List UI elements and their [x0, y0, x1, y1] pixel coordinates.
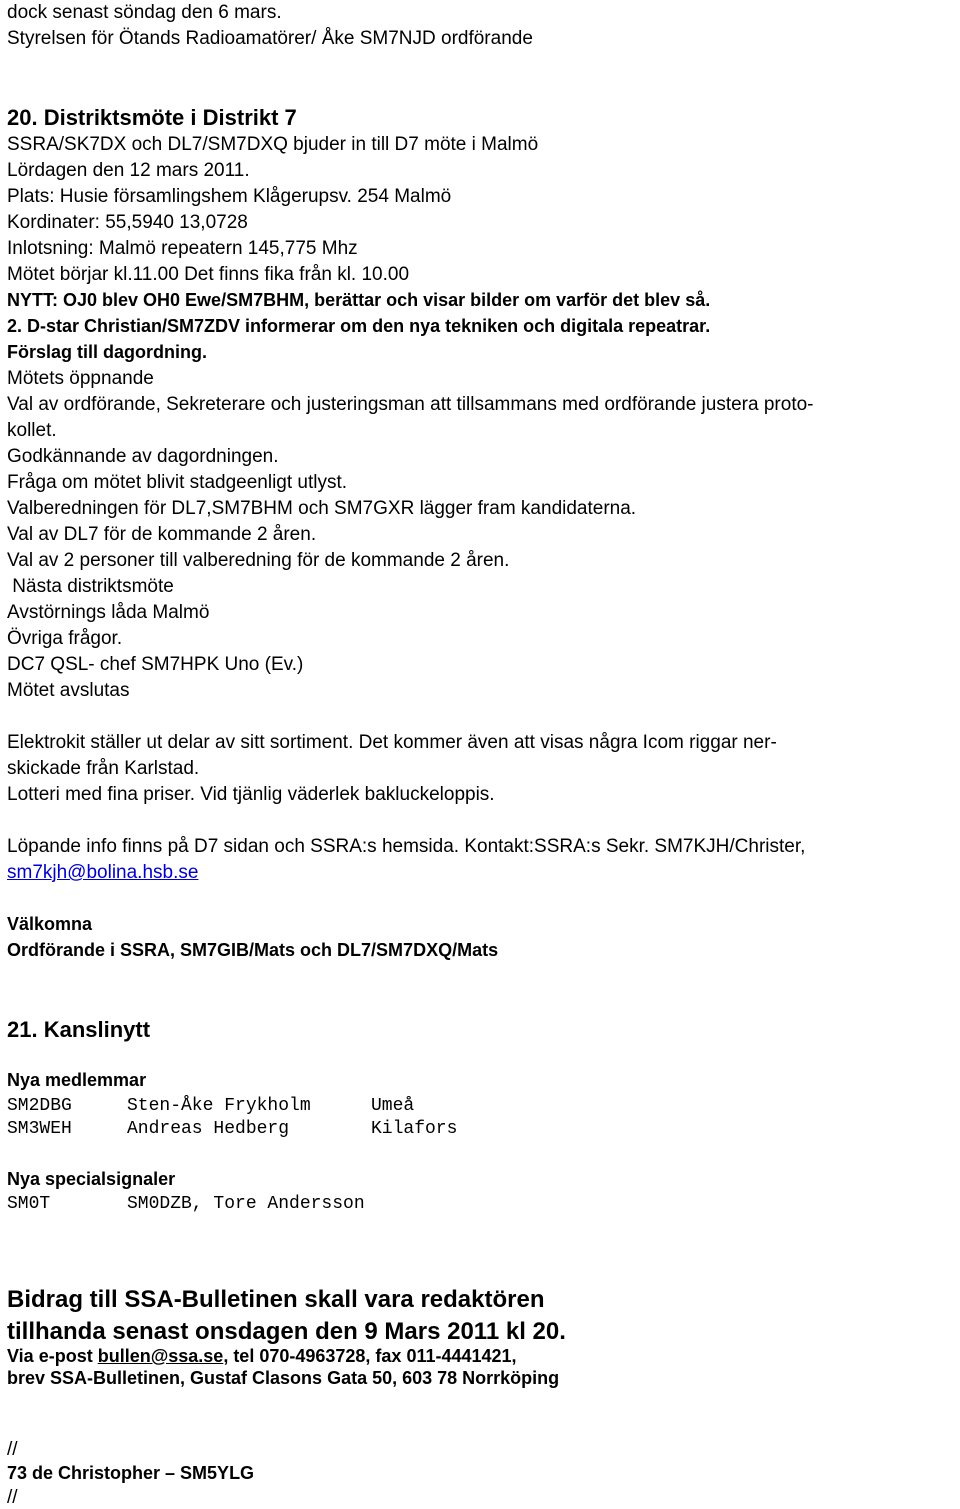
member-name: Andreas Hedberg — [127, 1119, 290, 1139]
via-rest: , tel 070-4963728, fax 011-4441421, — [223, 1346, 517, 1366]
member-city: Umeå — [371, 1096, 415, 1116]
special-holder: SM0DZB, Tore Andersson — [127, 1194, 365, 1214]
agenda-item: Mötet avslutas — [7, 680, 130, 701]
welcome-text: Välkomna — [7, 914, 93, 934]
signoff-text: Ordförande i SSRA, SM7GIB/Mats och DL7/SM7DXQ/Mats — [7, 940, 499, 960]
section-heading: 21. Kanslinytt — [7, 1017, 151, 1042]
agenda-item: Övriga frågor. — [7, 628, 123, 649]
special-call: SM0T — [7, 1194, 51, 1214]
info-line: Löpande info finns på D7 sidan och SSRA:s hemsida. Kontakt:SSRA:s Sekr. SM7KJH/Christer, — [7, 836, 806, 857]
bulletin-email-link[interactable]: bullen@ssa.se — [97, 1346, 224, 1366]
member-call: SM2DBG — [7, 1096, 72, 1116]
agenda-title: Förslag till dagordning. — [7, 342, 207, 362]
section-heading: 20. Distriktsmöte i Distrikt 7 — [7, 105, 297, 130]
agenda-item: Avstörnings låda Malmö — [7, 602, 210, 623]
member-city: Kilafors — [371, 1119, 458, 1139]
agenda-item: Val av DL7 för de kommande 2 åren. — [7, 524, 317, 545]
bold-line: 2. D-star Christian/SM7ZDV informerar om den nya tekniken och digitala repeatrar. — [7, 316, 711, 336]
footer-line: tillhanda senast onsdagen den 9 Mars 2011 kl 20. — [7, 1318, 566, 1345]
subheading-new-members: Nya medlemmar — [7, 1070, 147, 1090]
agenda-item: Valberedningen för DL7,SM7BHM och SM7GXR lägger fram kandidaterna. — [7, 498, 637, 519]
agenda-item: Nästa distriktsmöte — [7, 576, 174, 597]
agenda-item: DC7 QSL- chef SM7HPK Uno (Ev.) — [7, 654, 304, 675]
separator: // — [7, 1487, 18, 1508]
footer-contact-line — [7, 1347, 517, 1365]
via-prefix: Via e-post — [7, 1346, 98, 1366]
special-call-row — [7, 1195, 953, 1217]
agenda-item: Fråga om mötet blivit stadgeenligt utlyst. — [7, 472, 348, 493]
footer-line: Bidrag till SSA-Bulletinen skall vara redaktören — [7, 1286, 545, 1313]
body-line: Lotteri med fina priser. Vid tjänlig väderlek bakluckeloppis. — [7, 784, 495, 805]
body-line: Lördagen den 12 mars 2011. — [7, 160, 250, 181]
contact-email-link[interactable]: sm7kjh@bolina.hsb.se — [7, 862, 199, 883]
closing-signature: 73 de Christopher – SM5YLG — [7, 1463, 255, 1483]
body-line: Kordinater: 55,5940 13,0728 — [7, 212, 248, 233]
member-call: SM3WEH — [7, 1119, 72, 1139]
body-line: Inlotsning: Malmö repeatern 145,775 Mhz — [7, 238, 358, 259]
agenda-item: Godkännande av dagordningen. — [7, 446, 279, 467]
agenda-item: kollet. — [7, 420, 57, 441]
member-name: Sten-Åke Frykholm — [127, 1096, 311, 1116]
body-line: skickade från Karlstad. — [7, 758, 200, 779]
footer-address: brev SSA-Bulletinen, Gustaf Clasons Gata 50, 603 78 Norrköping — [7, 1368, 560, 1388]
body-line: Plats: Husie församlingshem Klågerupsv. 254 Malmö — [7, 186, 452, 207]
info-email-line — [7, 863, 198, 882]
agenda-item: Mötets öppnande — [7, 368, 154, 389]
intro-line: dock senast söndag den 6 mars. — [7, 2, 282, 23]
bold-line: NYTT: OJ0 blev OH0 Ewe/SM7BHM, berättar och visar bilder om varför det blev så. — [7, 290, 711, 310]
member-row — [7, 1097, 953, 1119]
separator: // — [7, 1439, 18, 1460]
subheading-special-calls: Nya specialsignaler — [7, 1169, 176, 1189]
member-row — [7, 1120, 953, 1142]
intro-line: Styrelsen för Ötands Radioamatörer/ Åke SM7NJD ordförande — [7, 28, 533, 49]
body-line: SSRA/SK7DX och DL7/SM7DXQ bjuder in till D7 möte i Malmö — [7, 134, 539, 155]
agenda-item: Val av ordförande, Sekreterare och justeringsman att tillsammans med ordförande justera proto- — [7, 394, 814, 415]
body-line: Mötet börjar kl.11.00 Det finns fika från kl. 10.00 — [7, 264, 410, 285]
body-line: Elektrokit ställer ut delar av sitt sortiment. Det kommer även att visas några Icom riggar ner- — [7, 732, 777, 753]
agenda-item: Val av 2 personer till valberedning för de kommande 2 åren. — [7, 550, 510, 571]
